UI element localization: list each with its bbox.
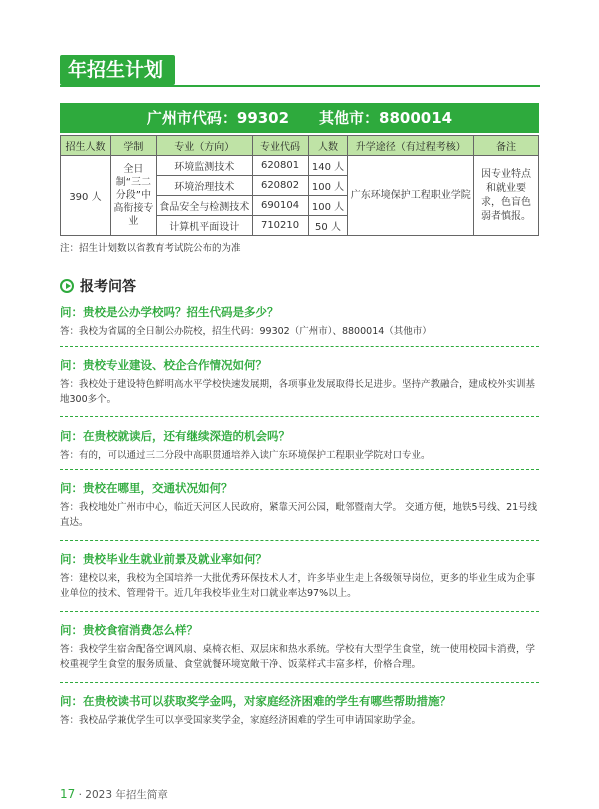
question-text: 问：贵校是公办学校吗？招生代码是多少？ <box>60 305 279 319</box>
major-cell: 食品安全与检测技术 <box>156 196 252 216</box>
header-cell: 人数 <box>308 136 348 156</box>
answer-text: 答：我校地处广州市中心，临近天河区人民政府，紧靠天河公园，毗邻暨南大学。 交通方便，地铁5号线、21号线直达。 <box>60 502 538 528</box>
major-cell: 计算机平面设计 <box>156 216 252 236</box>
header-cell: 专业（方向） <box>156 136 252 156</box>
dashed-divider <box>60 682 539 683</box>
table-header-row <box>61 136 539 156</box>
answer-text: 答：建校以来，我校为全国培养一大批优秀环保技术人才，许多毕业生走上各级领导岗位，更多的毕业生成为企事业单位的技术、管理骨干。近几年我校毕业生对口就业率达97%以上。 <box>60 573 536 599</box>
question-text: 问：贵校食宿消费怎么样？ <box>60 623 198 637</box>
title-underline <box>60 85 540 87</box>
answer-text: 答：我校为省属的全日制公办院校，招生代码：99302（广州市）、8800014（其他市） <box>60 326 432 337</box>
qa-item <box>60 304 539 339</box>
header-cell: 备注 <box>474 136 539 156</box>
code-cell: 690104 <box>252 196 308 216</box>
table-note: 注：招生计划数以省教育考试院公布的为准 <box>60 243 241 254</box>
page-footer <box>60 787 168 802</box>
header-cell: 升学途径（有过程考核） <box>348 136 474 156</box>
pathway-cell: 广东环境保护工程职业学院 <box>348 156 474 236</box>
count-cell: 50 人 <box>308 216 348 236</box>
qa-item <box>60 622 539 672</box>
major-cell: 环境治理技术 <box>156 176 252 196</box>
page-title-banner <box>60 55 540 87</box>
question-text: 问：贵校专业建设、校企合作情况如何？ <box>60 358 267 372</box>
qa-item <box>60 357 539 407</box>
footer-text: · 2023 年招生简章 <box>78 789 168 801</box>
dashed-divider <box>60 469 539 470</box>
page-number: 17 <box>60 787 76 801</box>
dashed-divider <box>60 416 539 417</box>
qa-item <box>60 428 539 463</box>
qa-item <box>60 551 539 601</box>
qa-item <box>60 693 539 728</box>
table-row <box>61 156 539 176</box>
answer-text: 答：我校处于建设特色鲜明高水平学校快速发展期，各项事业发展取得长足进步。坚持产教融合，建成校外实训基地300多个。 <box>60 379 536 405</box>
qa-item <box>60 480 539 530</box>
section-title: 报考问答 <box>80 279 136 295</box>
header-cell: 招生人数 <box>61 136 111 156</box>
count-cell: 100 人 <box>308 176 348 196</box>
question-text: 问：在贵校读书可以获取奖学金吗，对家庭经济困难的学生有哪些帮助措施？ <box>60 694 451 708</box>
enroll-total-cell: 390 人 <box>61 156 111 236</box>
system-cell: 全日制“三二分段”中高衔接专业 <box>110 156 156 236</box>
question-text: 问：贵校在哪里，交通状况如何？ <box>60 481 233 495</box>
play-circle-icon <box>60 279 74 293</box>
dashed-divider <box>60 611 539 612</box>
question-text: 问：贵校毕业生就业前景及就业率如何？ <box>60 552 267 566</box>
code-cell: 710210 <box>252 216 308 236</box>
enrollment-plan-table <box>60 135 539 236</box>
remark-cell: 因专业特点和就业要求，色盲色弱者慎报。 <box>474 156 539 236</box>
header-cell: 学制 <box>110 136 156 156</box>
count-cell: 100 人 <box>308 196 348 216</box>
major-cell: 环境监测技术 <box>156 156 252 176</box>
page-title: 年招生计划 <box>60 55 175 85</box>
answer-text: 答：我校品学兼优学生可以享受国家奖学金，家庭经济困难的学生可申请国家助学金。 <box>60 715 422 726</box>
code-cell: 620802 <box>252 176 308 196</box>
count-cell: 140 人 <box>308 156 348 176</box>
question-text: 问：在贵校就读后，还有继续深造的机会吗？ <box>60 429 290 443</box>
code-cell: 620801 <box>252 156 308 176</box>
section-heading <box>60 276 136 296</box>
dashed-divider <box>60 346 539 347</box>
admission-code-bar: 广州市代码：99302 其他市：8800014 <box>60 103 539 133</box>
header-cell: 专业代码 <box>252 136 308 156</box>
answer-text: 答：我校学生宿舍配备空调风扇、桌椅衣柜、双层床和热水系统。学校有大型学生食堂，统一使用校园卡消费，学校重视学生食堂的服务质量、食堂就餐环境宽敞干净、饭菜样式丰富多样，价格合理。 <box>60 644 536 670</box>
answer-text: 答：有的，可以通过三二分段中高职贯通培养入读广东环境保护工程职业学院对口专业。 <box>60 450 431 461</box>
dashed-divider <box>60 540 539 541</box>
